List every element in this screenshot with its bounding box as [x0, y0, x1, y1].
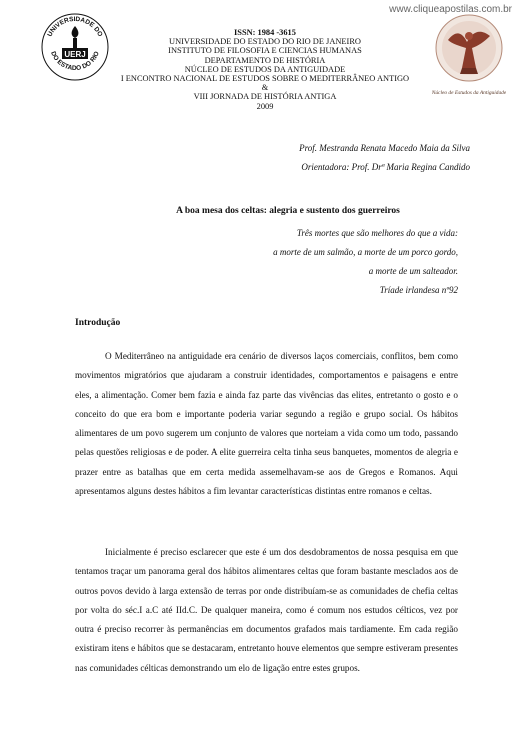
paragraph: Inicialmente é preciso esclarecer que este é um dos desdobramentos de nossa pesquisa em que tentamos traçar um panorama geral dos hábitos alimentares celtas que foram bastante mesclados aos de outros povos devido à larga extensão de terras por onde distribuíam-se as comunidades de chefia celtas por volta do séc.I a.C até IId.C. De qualquer maneira, como é comum nos estudos célticos, vez por outra é preciso recorrer às permanências em documentos grafados mais tardiamente. Em cada região existiram itens e hábitos que se destacaram, entretanto houve elementos que sempre estiveram presentes nas comunidades célticas demonstrando um elo de ligação entre estes grupos.	[75, 547, 458, 673]
uerj-logo-top-text: UNIVERSIDADE DO	[46, 15, 104, 38]
document-header	[100, 28, 430, 111]
author-name: Prof. Mestranda Renata Macedo Maia da Silva	[299, 143, 470, 153]
epigraph-line: a morte de um salteador.	[368, 266, 458, 276]
epigraph-line: a morte de um salmão, a morte de um porco gordo,	[273, 247, 458, 257]
author-block	[299, 139, 470, 177]
paragraph: O Mediterrâneo na antiguidade era cenário de diversos laços comerciais, conflitos, bem como movimentos migratórios que ajudaram a construir identidades, comportamentos e paisagens e entre eles, a alimentação. Comer bem fazia e ainda faz parte das vivências das elites, entretanto o gosto e o conceito do que era bom e importante poderia variar segundo a região e grupo social. Os hábitos alimentares de um povo sugerem um conjunto de valores que norteiam a vida como um todo, passando pelas questões religiosas e de poder. A elite guerreira celta tinha seus banquetes, momentos de alegria e prazer entre as batalhas que em certa medida assemelhavam-se aos de Gregos e Romanos. Aqui apresentamos alguns destes hábitos a fim levantar características distintas entre romanos e celtas.	[75, 351, 458, 497]
header-line: 2009	[256, 101, 274, 111]
issn: ISSN: 1984 -3615	[234, 28, 296, 37]
nea-logo	[432, 12, 506, 102]
header-line: NÚCLEO DE ESTUDOS DA ANTIGUIDADE	[184, 64, 346, 74]
uerj-logo-abbrev: UERJ	[64, 50, 86, 59]
section-title: Introdução	[75, 318, 121, 328]
header-line: UNIVERSIDADE DO ESTADO DO RIO DE JANEIRO	[169, 37, 361, 47]
epigraph	[273, 224, 458, 300]
header-line: INSTITUTO DE FILOSOFIA E CIENCIAS HUMANAS	[168, 46, 362, 56]
uerj-logo-bottom-text: DO ESTADO DO RIO	[49, 50, 101, 73]
article-title-text: A boa mesa dos celtas: alegria e sustento dos guerreiros	[176, 206, 400, 216]
watermark: www.cliqueapostilas.com.br	[389, 4, 512, 15]
header-line: DEPARTAMENTO DE HISTÓRIA	[204, 55, 326, 65]
nea-logo-caption: Núcleo de Estudos da Antiguidade	[432, 90, 506, 96]
header-line: &	[261, 83, 269, 93]
epigraph-line: Três mortes que são melhores do que a vida:	[296, 228, 458, 238]
advisor-name: Orientadora: Prof. Drª Maria Regina Candido	[301, 162, 470, 172]
article-title	[0, 206, 520, 216]
header-line: I ENCONTRO NACIONAL DE ESTUDOS SOBRE O MEDITERRÂNEO ANTIGO	[120, 74, 410, 84]
epigraph-source: Tríade irlandesa nº92	[379, 285, 458, 295]
header-line: VIII JORNADA DE HISTÓRIA ANTIGA	[193, 92, 337, 102]
